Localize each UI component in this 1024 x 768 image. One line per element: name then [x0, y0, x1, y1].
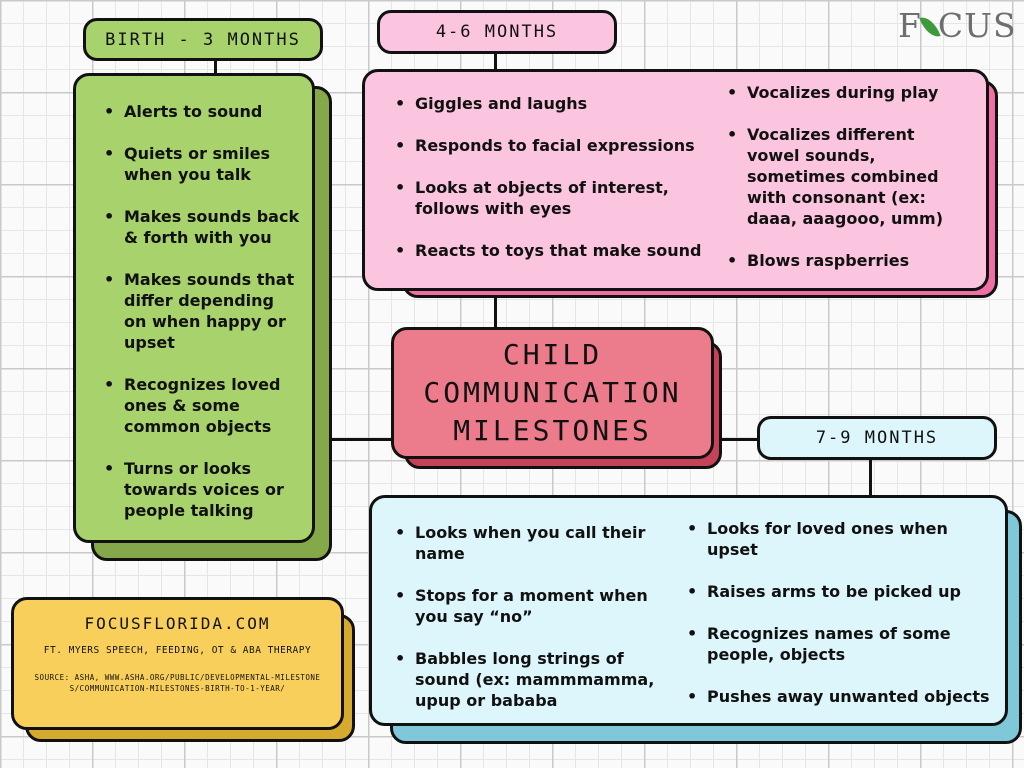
4-6-right-list [747, 82, 967, 292]
7-9-heading [757, 416, 997, 460]
list-item: • Makes sounds back & forth with you [124, 206, 300, 248]
list-item: • Recognizes names of some people, objects [707, 623, 997, 665]
birth-3-list [102, 101, 300, 521]
7-9-heading-text: 7-9 MONTHS [815, 428, 939, 448]
list-item: • Looks for loved ones when upset [707, 518, 997, 560]
footer-source: SOURCE: ASHA, WWW.ASHA.ORG/PUBLIC/DEVELOPMENTAL-MILESTONES/COMMUNICATION-MILESTONES-BIRTH-TO-1-YEAR/ [34, 673, 321, 693]
list-item: • Reacts to toys that make sound [415, 240, 710, 261]
list-item: • Looks when you call their name [415, 522, 680, 564]
list-item: • Babbles long strings of sound (ex: mammmamma, upup or bababa [415, 648, 680, 711]
4-6-heading [377, 10, 617, 54]
7-9-right-list [707, 518, 997, 728]
list-item: • Alerts to sound [124, 101, 300, 122]
4-6-card [362, 69, 989, 291]
footer-site: FOCUSFLORIDA.COM [84, 614, 271, 633]
center-title-line-1: CHILD [502, 338, 603, 371]
4-6-left-list [415, 93, 710, 282]
center-title-line-2: COMMUNICATION [423, 376, 682, 409]
birth-3-heading [83, 18, 323, 61]
footer-tagline: FT. MYERS SPEECH, FEEDING, OT & ABA THERAPY [43, 645, 312, 656]
footer-card [11, 597, 344, 730]
list-item: • Raises arms to be picked up [707, 581, 997, 602]
center-title-line-3: MILESTONES [453, 414, 652, 447]
list-item: • Giggles and laughs [415, 93, 710, 114]
list-item: • Looks at objects of interest, follows with eyes [415, 177, 710, 219]
4-6-heading-text: 4-6 MONTHS [435, 22, 559, 42]
list-item: • Quiets or smiles when you talk [124, 143, 300, 185]
connector-7-9-heading [869, 460, 872, 498]
list-item: • Vocalizes during play [747, 82, 967, 103]
list-item: • Recognizes loved ones & some common objects [124, 374, 300, 437]
7-9-left-list [415, 522, 680, 732]
list-item: • Blows raspberries [747, 250, 967, 271]
focus-logo [898, 6, 1017, 45]
list-item: • Makes sounds that differ depending on when happy or upset [124, 269, 300, 353]
list-item: • Responds to facial expressions [415, 135, 710, 156]
birth-3-heading-text: BIRTH - 3 MONTHS [105, 29, 301, 50]
logo-text-end: CUS [937, 6, 1017, 45]
logo-text-start: F [898, 6, 922, 45]
list-item: • Pushes away unwanted objects [707, 686, 997, 707]
birth-3-card [73, 73, 315, 543]
list-item: • Stops for a moment when you say “no” [415, 585, 680, 627]
7-9-card [369, 495, 1008, 726]
list-item: • Vocalizes different vowel sounds, sometimes combined with consonant (ex: daaa, aaagooo, umm) [747, 124, 967, 229]
center-title-card [391, 327, 714, 459]
list-item: • Turns or looks towards voices or people talking [124, 458, 300, 521]
